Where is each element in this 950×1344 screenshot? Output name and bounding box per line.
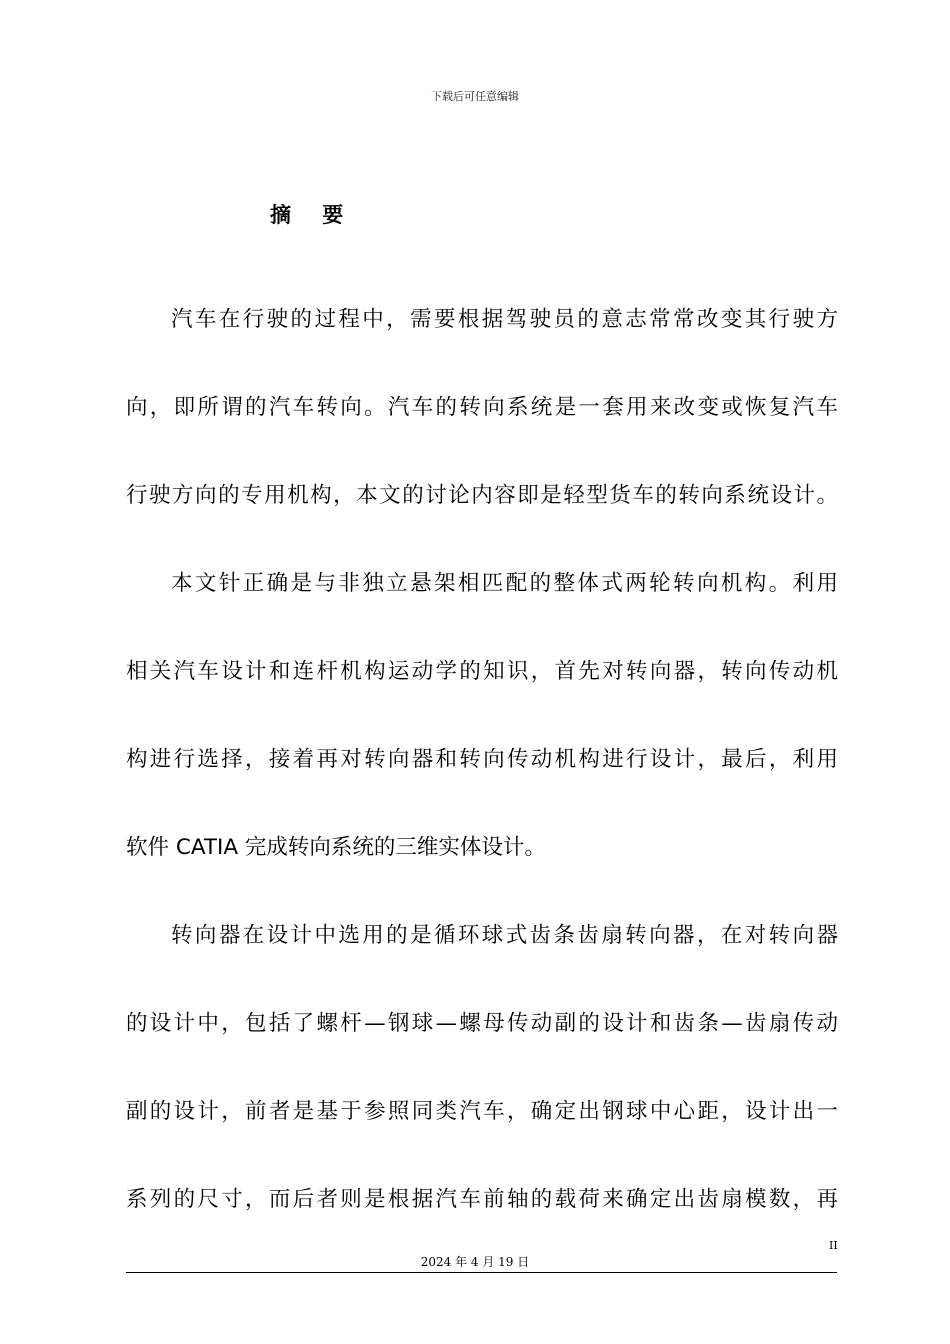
section-title: 摘 要 [270, 203, 356, 227]
paragraph-3-line-2: 的设计中，包括了螺杆—钢球—螺母传动副的设计和齿条—齿扇传动 [126, 1011, 838, 1036]
abstract-body [126, 276, 838, 1244]
paragraph-1-line-2: 向，即所谓的汽车转向。汽车的转向系统是一套用来改变或恢复汽车 [126, 395, 838, 420]
paragraph-3-line-4: 系列的尺寸，而后者则是根据汽车前轴的载荷来确定出齿扇模数，再 [126, 1187, 838, 1212]
paragraph-2-line-3: 构进行选择，接着再对转向器和转向传动机构进行设计，最后，利用 [126, 747, 838, 772]
page-header: 下载后可任意编辑 [431, 90, 519, 103]
paragraph-3-line-3: 副的设计，前者是基于参照同类汽车，确定出钢球中心距，设计出一 [126, 1099, 838, 1124]
paragraph-2-line-2: 相关汽车设计和连杆机构运动学的知识，首先对转向器，转向传动机 [126, 659, 838, 684]
paragraph-2-line-4: 软件 CATIA 完成转向系统的三维实体设计。 [126, 835, 546, 860]
paragraph-1-line-3: 行驶方向的专用机构，本文的讨论内容即是轻型货车的转向系统设计。 [126, 483, 838, 508]
page-number: II [829, 1239, 838, 1252]
paragraph-3-line-1: 转向器在设计中选用的是循环球式齿条齿扇转向器，在对转向器 [171, 923, 838, 948]
footer-divider [126, 1272, 837, 1273]
paragraph-1-line-1: 汽车在行驶的过程中，需要根据驾驶员的意志常常改变其行驶方 [171, 307, 838, 332]
paragraph-2-line-1: 本文针正确是与非独立悬架相匹配的整体式两轮转向机构。利用 [171, 571, 838, 596]
footer-date: 2024 年 4 月 19 日 [420, 1255, 530, 1269]
